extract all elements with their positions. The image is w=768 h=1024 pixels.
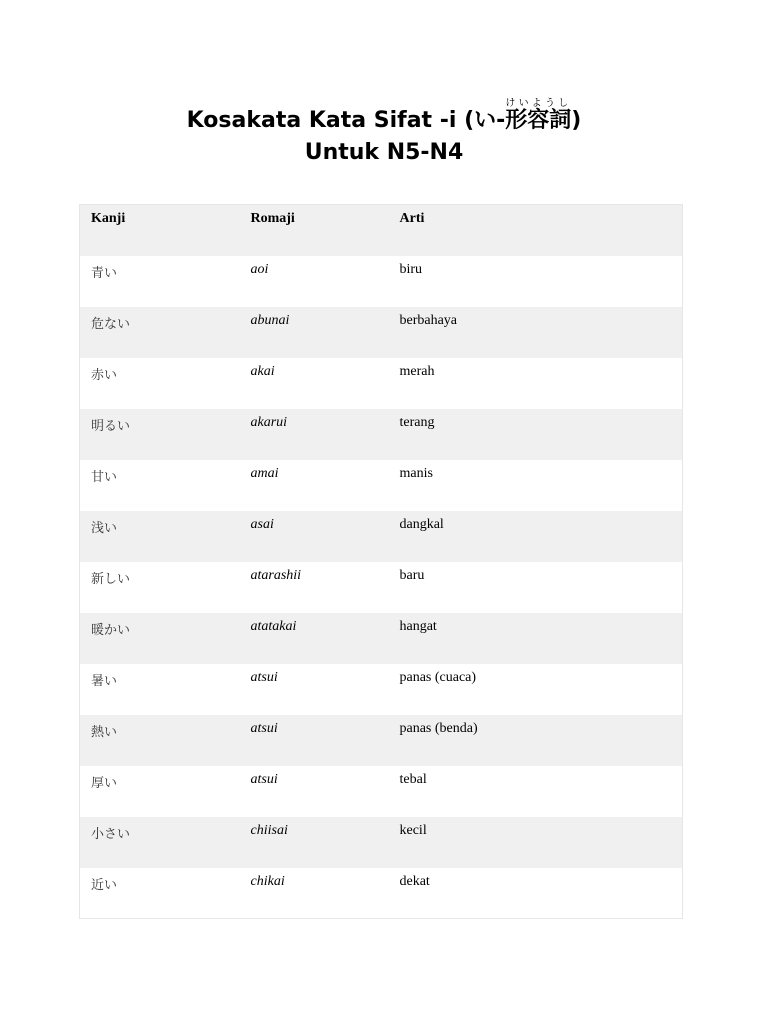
romaji-cell: abunai xyxy=(250,312,290,328)
kanji-cell: 新しい xyxy=(91,571,131,587)
table-row xyxy=(80,817,683,868)
title-dash: - xyxy=(496,108,506,133)
arti-cell: tebal xyxy=(399,771,427,787)
table-row xyxy=(80,868,683,919)
table-row xyxy=(80,664,683,715)
kanji-cell: 危ない xyxy=(91,316,131,332)
table-row xyxy=(80,766,683,817)
title-hiragana: い xyxy=(474,108,497,133)
romaji-cell: chikai xyxy=(250,873,285,889)
kanji-cell: 厚い xyxy=(91,775,118,791)
table-header-row xyxy=(80,205,683,256)
table-row xyxy=(80,460,683,511)
title-kanji-ruby xyxy=(505,98,572,133)
header-kanji: Kanji xyxy=(91,211,126,226)
kanji-cell: 明るい xyxy=(91,418,131,434)
title-kanji: 形容詞 xyxy=(505,108,572,133)
table-row xyxy=(80,715,683,766)
page-title xyxy=(0,98,768,169)
romaji-cell: atsui xyxy=(250,720,278,736)
arti-cell: merah xyxy=(399,363,435,379)
kanji-cell: 熱い xyxy=(91,724,118,740)
title-line-2: Untuk N5-N4 xyxy=(304,140,464,165)
kanji-cell: 暖かい xyxy=(91,622,131,638)
kanji-cell: 小さい xyxy=(91,826,131,842)
romaji-cell: aoi xyxy=(250,261,269,277)
kanji-cell: 暑い xyxy=(91,673,118,689)
arti-cell: panas (cuaca) xyxy=(399,669,477,685)
kanji-cell: 青い xyxy=(91,265,118,281)
arti-cell: kecil xyxy=(399,822,427,838)
title-furigana: けいようし xyxy=(505,98,572,109)
romaji-cell: akarui xyxy=(250,414,288,430)
kanji-cell: 甘い xyxy=(91,469,118,485)
table-row xyxy=(80,256,683,307)
table-row xyxy=(80,562,683,613)
title-suffix: ) xyxy=(571,108,582,133)
table-row xyxy=(80,358,683,409)
kanji-cell: 近い xyxy=(91,877,118,893)
header-arti: Arti xyxy=(399,211,425,226)
arti-cell: panas (benda) xyxy=(399,720,478,736)
vocabulary-table xyxy=(79,204,683,919)
table-row xyxy=(80,511,683,562)
arti-cell: berbahaya xyxy=(399,312,458,328)
kanji-cell: 赤い xyxy=(91,367,118,383)
arti-cell: dekat xyxy=(399,873,430,889)
arti-cell: manis xyxy=(399,465,433,481)
romaji-cell: chiisai xyxy=(250,822,288,838)
arti-cell: biru xyxy=(399,261,423,277)
table-row xyxy=(80,307,683,358)
romaji-cell: atatakai xyxy=(250,618,297,634)
table-body xyxy=(80,256,683,919)
title-prefix: Kosakata Kata Sifat -i ( xyxy=(186,108,475,133)
romaji-cell: amai xyxy=(250,465,279,481)
arti-cell: terang xyxy=(399,414,435,430)
romaji-cell: atsui xyxy=(250,771,278,787)
romaji-cell: asai xyxy=(250,516,274,532)
header-romaji: Romaji xyxy=(250,211,295,226)
table-row xyxy=(80,409,683,460)
kanji-cell: 浅い xyxy=(91,520,118,536)
romaji-cell: akai xyxy=(250,363,275,379)
arti-cell: hangat xyxy=(399,618,437,634)
romaji-cell: atarashii xyxy=(250,567,302,583)
arti-cell: baru xyxy=(399,567,425,583)
table-row xyxy=(80,613,683,664)
title-line-1 xyxy=(0,98,768,137)
arti-cell: dangkal xyxy=(399,516,444,532)
romaji-cell: atsui xyxy=(250,669,278,685)
